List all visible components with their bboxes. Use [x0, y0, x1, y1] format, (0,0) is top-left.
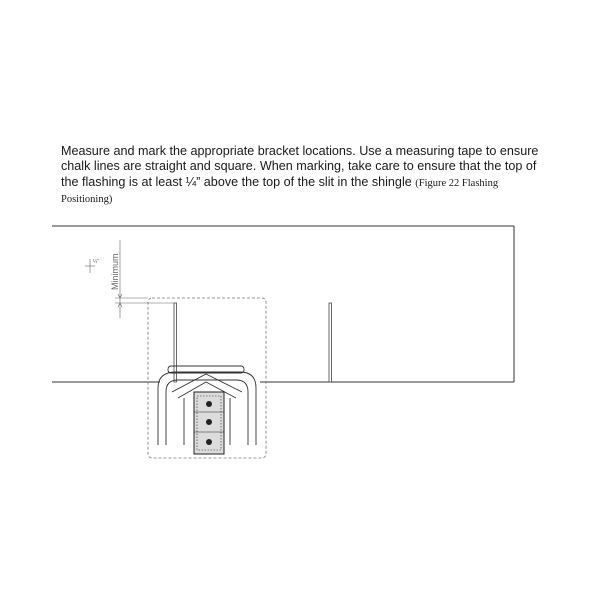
shingle-slits — [174, 303, 332, 382]
shingle-outline — [52, 226, 514, 382]
fraction-label: ¼" — [93, 259, 99, 265]
instruction-text: Measure and mark the appropriate bracket locations. Use a measuring tape to ensure chalk lines are straight and square. When marking, take care to ensure that the top of the flashing is at least ¼” above the top of the slit in the shingle — [61, 144, 539, 189]
figure-caption: (Figure 22 Flashing Positioning) — [61, 177, 499, 206]
minimum-label: Minimum — [110, 253, 120, 290]
minimum-dimension — [115, 240, 176, 318]
mounting-block — [194, 392, 224, 454]
